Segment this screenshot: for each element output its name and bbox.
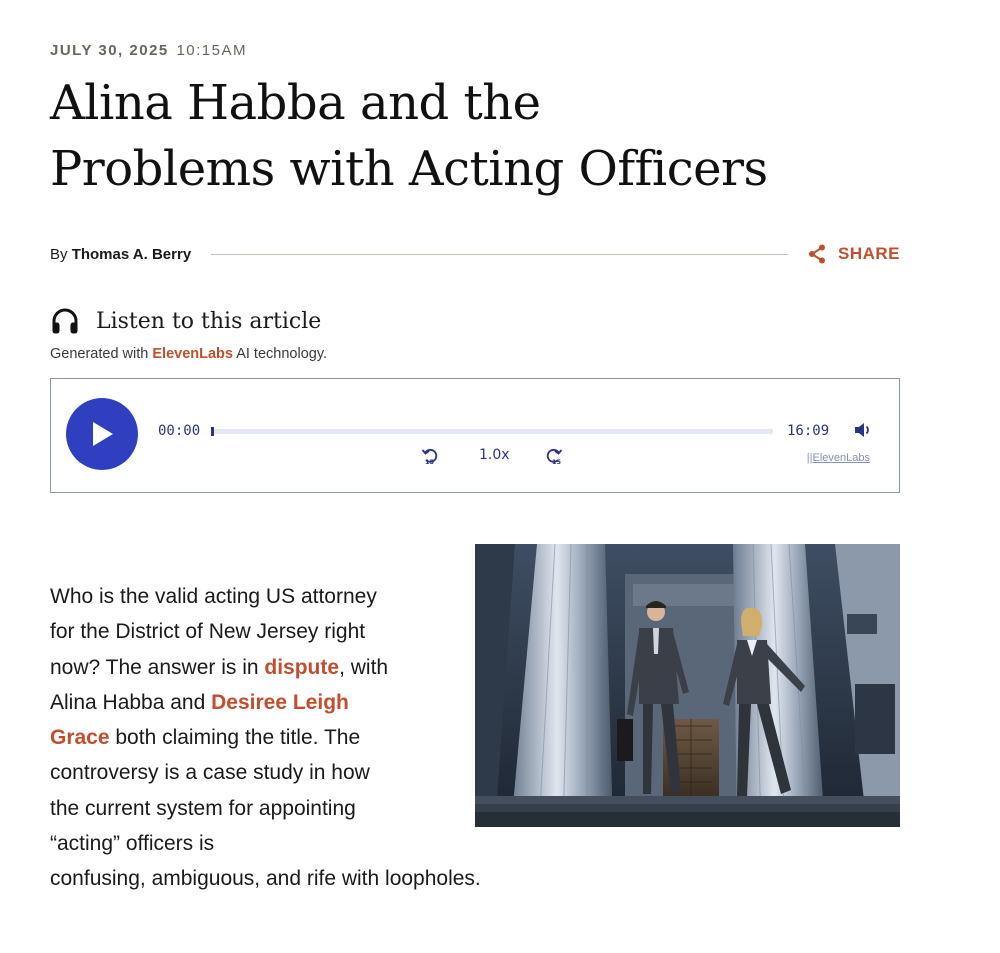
courthouse-illustration xyxy=(475,544,900,827)
rewind-seconds-label: 15 xyxy=(425,458,435,465)
dispute-link[interactable]: dispute xyxy=(264,655,340,679)
volume-icon xyxy=(854,422,872,438)
playback-speed-button[interactable]: 1.0x xyxy=(479,447,510,463)
rewind-15-button[interactable] xyxy=(421,447,439,470)
article-dateline xyxy=(50,42,247,59)
share-icon xyxy=(808,244,826,264)
generated-prefix: Generated with xyxy=(50,346,149,362)
article-headline xyxy=(50,70,870,202)
generated-note xyxy=(50,346,327,362)
elevenlabs-link[interactable]: ElevenLabs xyxy=(152,346,233,362)
forward-15-icon xyxy=(545,447,563,465)
paragraph-text-1: Who is the valid acting US attorney for the District of New Jersey right now? The answer is in xyxy=(50,585,377,679)
paragraph-text-2: , with Alina Habba and xyxy=(50,655,389,714)
headline-line-2: Problems with Acting Officers xyxy=(50,141,768,197)
total-time: 16:09 xyxy=(787,423,830,439)
forward-seconds-label: 15 xyxy=(552,458,562,465)
article-paragraph xyxy=(50,579,540,897)
share-label: SHARE xyxy=(837,244,900,263)
forward-15-button[interactable] xyxy=(545,447,563,470)
progress-fill xyxy=(211,427,214,436)
current-time: 00:00 xyxy=(158,423,201,439)
desiree-leigh-grace-link[interactable]: Desiree Leigh Grace xyxy=(50,690,349,750)
article-time: 10:15AM xyxy=(176,42,247,59)
paragraph-text-last: confusing, ambiguous, and rife with loopholes. xyxy=(50,867,481,891)
hero-image xyxy=(475,544,900,827)
headphones-icon xyxy=(50,306,80,336)
headline-line-1: Alina Habba and the xyxy=(50,75,541,131)
rewind-15-icon xyxy=(421,447,439,465)
byline-prefix: By xyxy=(50,245,68,263)
volume-button[interactable] xyxy=(854,422,872,443)
byline-row xyxy=(50,240,900,268)
listen-header xyxy=(50,306,321,336)
byline-divider xyxy=(211,254,788,255)
play-button[interactable] xyxy=(66,398,138,470)
generated-suffix: AI technology. xyxy=(236,346,328,362)
elevenlabs-brand-link[interactable]: ||ElevenLabs xyxy=(806,452,870,464)
author-link[interactable]: Thomas A. Berry xyxy=(71,245,192,263)
paragraph-wrapped-lines xyxy=(50,579,395,861)
audio-player xyxy=(50,378,900,493)
share-button[interactable] xyxy=(808,244,900,264)
play-icon xyxy=(89,420,115,448)
article-date: JULY 30, 2025 xyxy=(50,42,169,59)
paragraph-text-3: both claiming the title. The controversy is a case study in how the current system for appointing “acting” officers is xyxy=(50,726,370,856)
progress-bar[interactable] xyxy=(211,429,773,434)
listen-title: Listen to this article xyxy=(96,308,322,334)
byline xyxy=(50,246,191,263)
